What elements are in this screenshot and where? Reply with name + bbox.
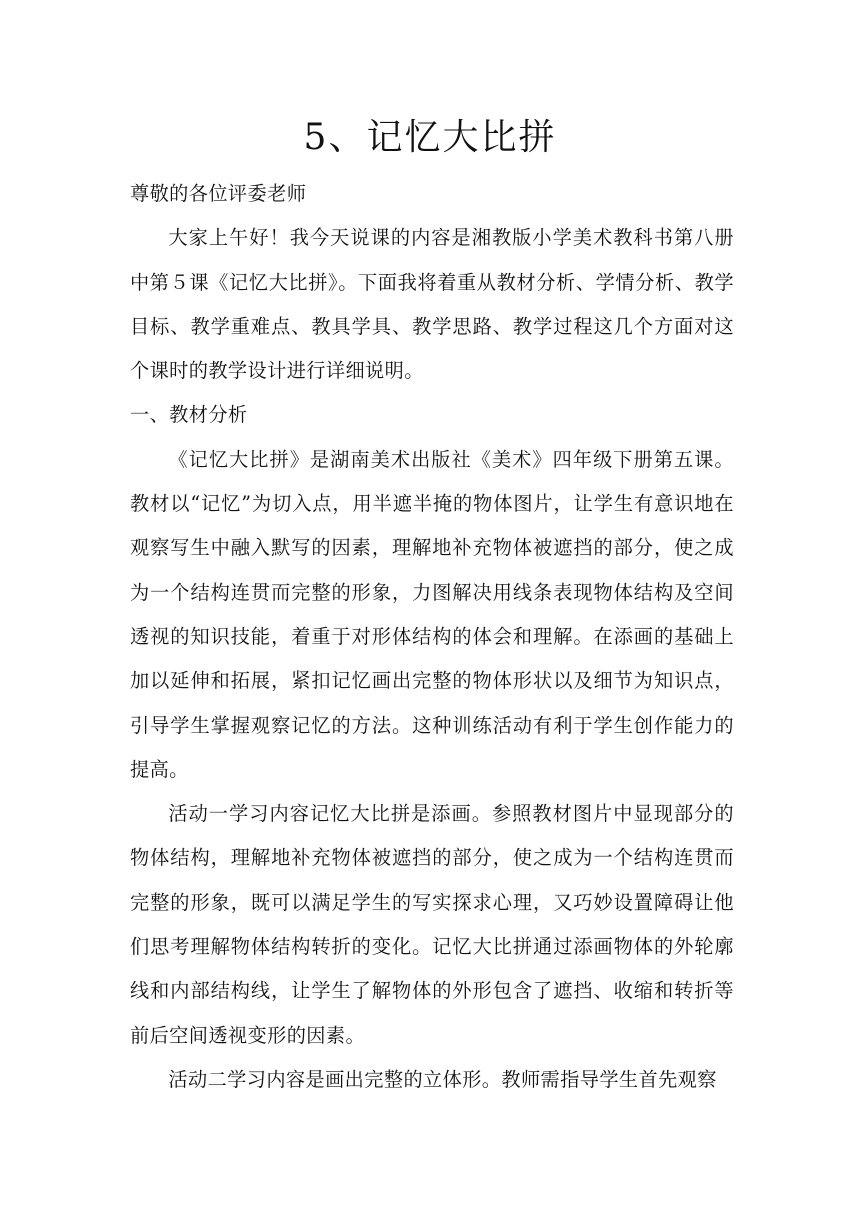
activity-one-paragraph: 活动一学习内容记忆大比拼是添画。参照教材图片中显现部分的物体结构，理解地补充物体被遮挡的部分，使之成为一个结构连贯而完整的形象，既可以满足学生的写实探求心理，又巧妙设置障碍让他们思考理解物体结构转折的变化。记忆大比拼通过添画物体的外轮廓线和内部结构线，让学生了解物体的外形包含了遮挡、收缩和转折等前后空间透视变形的因素。 [130, 802, 734, 1047]
salutation: 尊敬的各位评委老师 [130, 182, 307, 205]
document-title: 5、记忆大比拼 [303, 117, 557, 158]
intro-paragraph: 大家上午好！我今天说课的内容是湘教版小学美术教科书第八册中第５课《记忆大比拼》。下面我将着重从教材分析、学情分析、教学目标、教学重难点、教具学具、教学思路、教学过程这几个方面对这个课时的教学设计进行详细说明。 [130, 226, 734, 383]
textbook-analysis-paragraph: 《记忆大比拼》是湖南美术出版社《美术》四年级下册第五课。教材以“记忆”为切入点，用半遮半掩的物体图片，让学生有意识地在观察写生中融入默写的因素，理解地补充物体被遮挡的部分，使之成为一个结构连贯而完整的形象，力图解决用线条表现物体结构及空间透视的知识技能，着重于对形体结构的体会和理解。在添画的基础上加以延伸和拓展，紧扣记忆画出完整的物体形状以及细节为知识点，引导学生掌握观察记忆的方法。这种训练活动有利于学生创作能力的提高。 [130, 447, 734, 781]
activity-two-paragraph: 活动二学习内容是画出完整的立体形。教师需指导学生首先观察 [168, 1067, 717, 1091]
document-body [130, 172, 734, 1102]
section-heading-textbook-analysis: 一、教材分析 [130, 403, 248, 427]
